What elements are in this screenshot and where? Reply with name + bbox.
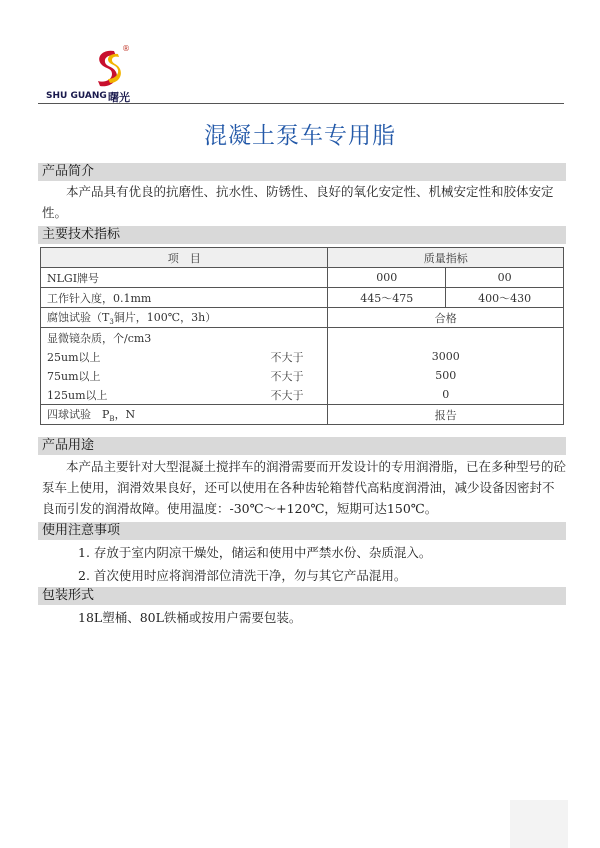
impurity-condition: 不大于 bbox=[270, 350, 304, 364]
page-title: 混凝土泵车专用脂 bbox=[204, 123, 396, 149]
row-label-subscript: 3 bbox=[109, 318, 114, 327]
row-label: 工作针入度，0.1mm bbox=[41, 288, 328, 308]
brand-name-zh: 曙光 bbox=[108, 91, 130, 104]
usage-paragraph bbox=[42, 456, 566, 519]
row-label-part: 铜片，100℃，3h） bbox=[113, 310, 217, 324]
row-value: 3000 bbox=[328, 347, 564, 366]
section-heading-intro: 产品简介 bbox=[38, 163, 566, 181]
row-label: 显微镜杂质，个/cm3 bbox=[41, 328, 328, 348]
usage-text: 本产品主要针对大型混凝土搅拌车的润滑需要而开发设计的专用润滑脂，已在多种型号的砼泵车上使用，润滑效果良好，还可以使用在各种齿轮箱替代高粘度润滑油，减少设备因密封不良而引发的润滑故障。使用温度：-30℃～+120℃，短期可达150℃。 bbox=[42, 459, 567, 516]
impurity-size: 25um以上 bbox=[47, 350, 101, 364]
row-value: 报告 bbox=[328, 405, 564, 425]
table-row bbox=[41, 308, 564, 328]
table-row bbox=[41, 268, 564, 288]
row-value: 500 bbox=[328, 366, 564, 385]
table-row bbox=[41, 385, 564, 405]
corner-shade bbox=[510, 800, 568, 848]
table-row bbox=[41, 405, 564, 425]
row-value: 0 bbox=[328, 385, 564, 405]
company-logo bbox=[40, 44, 140, 104]
registered-mark: ® bbox=[122, 44, 130, 53]
intro-paragraph bbox=[42, 181, 566, 223]
row-label bbox=[41, 366, 328, 385]
row-value: 合格 bbox=[328, 308, 564, 328]
row-label bbox=[41, 405, 328, 425]
row-label bbox=[41, 308, 328, 328]
row-label-subscript: B bbox=[109, 415, 115, 424]
section-heading-notes: 使用注意事项 bbox=[38, 522, 566, 540]
section-heading-usage: 产品用途 bbox=[38, 437, 566, 455]
header-rule bbox=[38, 103, 564, 104]
impurity-condition: 不大于 bbox=[270, 369, 304, 383]
row-value: 000 bbox=[328, 268, 446, 288]
row-label: NLGI牌号 bbox=[41, 268, 328, 288]
row-label bbox=[41, 347, 328, 366]
row-label-part: 腐蚀试验（T bbox=[47, 310, 110, 324]
impurity-condition: 不大于 bbox=[270, 388, 304, 402]
row-label-part: 四球试验 P bbox=[47, 407, 110, 421]
section-heading-specs: 主要技术指标 bbox=[38, 226, 566, 244]
table-row bbox=[41, 347, 564, 366]
row-value: 00 bbox=[446, 268, 564, 288]
list-item: 1. 存放于室内阴凉干燥处，储运和使用中严禁水份、杂质混入。 bbox=[78, 545, 432, 560]
brand-name-en: SHU GUANG bbox=[46, 91, 107, 101]
row-value: 400～430 bbox=[446, 288, 564, 308]
intro-text: 本产品具有优良的抗磨性、抗水性、防锈性、良好的氧化安定性、机械安定性和胶体安定性。 bbox=[42, 184, 554, 220]
header-item: 项 目 bbox=[41, 248, 328, 268]
table-row bbox=[41, 366, 564, 385]
table-header-row bbox=[41, 248, 564, 268]
packaging-text: 18L塑桶、80L铁桶或按用户需要包装。 bbox=[78, 610, 302, 625]
impurity-size: 125um以上 bbox=[47, 388, 108, 402]
row-value-empty bbox=[328, 328, 564, 348]
row-value: 445～475 bbox=[328, 288, 446, 308]
list-item: 2. 首次使用时应将润滑部位清洗干净，勿与其它产品混用。 bbox=[78, 568, 407, 583]
table-row bbox=[41, 288, 564, 308]
table-row bbox=[41, 328, 564, 348]
section-heading-packaging: 包装形式 bbox=[38, 587, 566, 605]
impurity-size: 75um以上 bbox=[47, 369, 101, 383]
header-value: 质量指标 bbox=[328, 248, 564, 268]
spec-table bbox=[40, 247, 564, 425]
shuguang-logo-icon bbox=[92, 48, 122, 88]
row-label bbox=[41, 385, 328, 405]
row-label-part: ，N bbox=[114, 407, 136, 421]
